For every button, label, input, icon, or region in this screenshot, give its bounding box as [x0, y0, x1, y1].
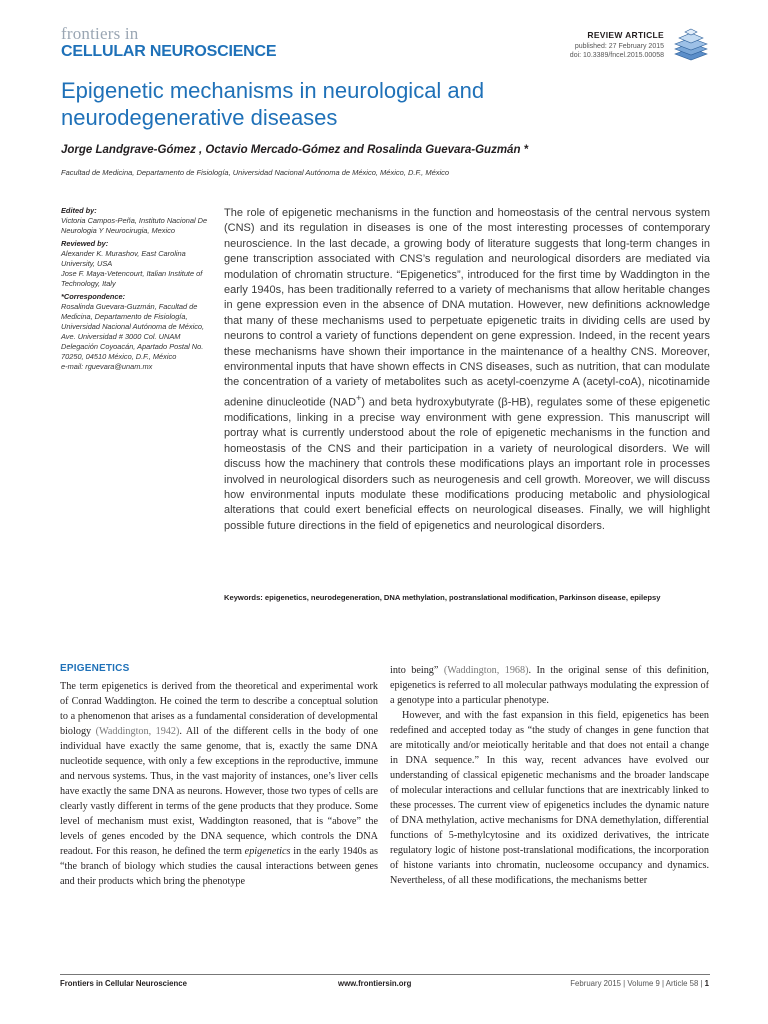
correspondence-address: Rosalinda Guevara-Guzmán, Facultad de Medicina, Departamento de Fisiología, Universidad Nacional Autónoma de México, Ave. Universidad # 3000 Col. UNAM Delegación Coyoacán, Apartado Postal No. 70250, 04510 México, D.F., México — [61, 302, 205, 361]
footer-journal-name: Frontiers in Cellular Neuroscience — [60, 979, 187, 988]
reviewed-by-label: Reviewed by: — [61, 239, 109, 248]
correspondence-email[interactable]: e-mail: rguevara@unam.mx — [61, 362, 153, 371]
body-text: . In the original sense of this definition, epigenetics is referred to all molecular pathways modulating the expression of a genotype into a particular phenotype. — [390, 665, 709, 706]
body-text: . All of the different cells in the body of one individual have exactly the same genome, that is, exactly the same DNA nucleotide sequence, with only a few exceptions in the reproductive, immune and nervous systems. Thus, in the vast majority of instances, one’s liver cells have exactly the same DNA as neurons. However, those two types of cells are clearly vastly different in terms of the gene products that they produce. Some level of mechanism must exist, Waddington reasoned, that is “above” the levels of genes encoded by the DNA sequence, which controls the DNA readout. For this reason, he defined the term — [60, 726, 378, 857]
doi-link[interactable]: doi: 10.3389/fncel.2015.00058 — [569, 52, 664, 59]
correspondence-label: *Correspondence: — [61, 292, 126, 301]
citation-link[interactable]: (Waddington, 1942) — [95, 726, 180, 737]
correspondence-block — [61, 292, 211, 372]
reviewed-by-block — [61, 239, 211, 289]
article-title: Epigenetic mechanisms in neurological and neurodegenerative diseases — [61, 78, 485, 130]
reviewer-item: Jose F. Maya-Vetencourt, Italian Institute of Technology, Italy — [61, 269, 203, 288]
keywords: Keywords: epigenetics, neurodegeneration, DNA methylation, postranslational modification, Parkinson disease, epilepsy — [224, 593, 661, 602]
body-paragraph — [390, 663, 709, 708]
stacked-layers-icon — [673, 28, 709, 62]
footer-website-link[interactable]: www.frontiersin.org — [338, 979, 412, 988]
author-affiliation: Facultad de Medicina, Departamento de Fisiología, Universidad Nacional Autónoma de México, México, D.F., México — [61, 168, 450, 177]
body-emphasis: epigenetics — [244, 846, 291, 857]
reviewer-item: Alexander K. Murashov, East Carolina University, USA — [61, 249, 186, 268]
journal-brand-top: frontiers in — [61, 24, 139, 43]
author-list: Jorge Landgrave-Gómez , Octavio Mercado-Gómez and Rosalinda Guevara-Guzmán * — [61, 144, 529, 156]
article-sidebar — [61, 206, 211, 375]
body-column-right — [390, 663, 709, 888]
published-date: published: 27 February 2015 — [574, 43, 664, 50]
body-paragraph — [60, 679, 378, 889]
body-column-left — [60, 679, 378, 889]
footer-issue-text: February 2015 | Volume 9 | Article 58 | — [570, 979, 705, 988]
article-type-label: REVIEW ARTICLE — [587, 30, 664, 40]
body-text: in the early 1940s as “the branch of biology which studies the causal interactions between genes and their products which bring the phenotype — [60, 846, 378, 887]
section-heading: EPIGENETICS — [60, 663, 130, 674]
journal-brand-name: CELLULAR NEUROSCIENCE — [61, 43, 277, 60]
abstract — [224, 206, 710, 534]
body-text: into being” — [390, 665, 444, 676]
abstract-text: ) and beta hydroxybutyrate (β-HB), regulates some of these epigenetic modifications, linking in a precise way environment with gene expression. This manuscript will portray what is currently understood about the role of epigenetic mechanisms in the function and homeostasis of the CNS and their participation in a variety of neurological disorders. We will discuss how the machinery that controls these modifications plays an important role in processes involved in neurological disorders such as neurogenesis and cell growth. Moreover, we will discuss how environmental inputs modulate these modifications producing metabolic and physiological alterations that could exert beneficial effects on neurological diseases. Finally, we will highlight possible future directions in the field of epigenetics and neurological disorders. — [224, 396, 710, 532]
edited-by-block — [61, 206, 211, 236]
footer-divider — [60, 974, 710, 975]
edited-by-label: Edited by: — [61, 206, 97, 215]
page-number: 1 — [704, 979, 709, 988]
body-text: The term epigenetics is derived from the theoretical and experimental work of Conrad Waddington. He coined the term to describe a conceptual solution to a phenomenon that arises as a fundamental consideration of developmental biology — [60, 681, 378, 737]
citation-link[interactable]: (Waddington, 1968) — [443, 665, 529, 676]
abstract-text: The role of epigenetic mechanisms in the function and homeostasis of the central nervous system (CNS) and its regulation in diseases is one of the most interesting processes of contemporary neuroscience. In the last decade, a growing body of literature suggests that long-term changes in gene transcription associated with CNS’s regulation and neurological disorders are mediated via modulation of chromatin structure. “Epigenetics”, introduced for the first time by Waddington in the early 1940s, has been traditionally referred to a variety of mechanisms that allow heritable changes in gene expression even in the absence of DNA mutation. However, new definitions acknowledge that many of these mechanisms used to perpetuate epigenetic traits in dividing cells are used by neurons to control a variety of functions dependent on gene expression. Indeed, in the recent years these mechanisms have shown their importance in the maintenance of a healthy CNS. Moreover, environmental inputs that have shown effects in CNS diseases, such as nutrition, that can modulate the concentration of a variety of metabolites such as acetyl-coenzyme A (acetyl-coA), nicotinamide adenine dinucleotide (NAD — [224, 207, 710, 409]
editor-name: Victoria Campos-Peña, Instituto Nacional De Neurologia Y Neurocirugia, Mexico — [61, 216, 208, 235]
body-paragraph: However, and with the fast expansion in this field, epigenetics has been redefined and accepted today as “the study of changes in gene function that are mitotically and/or meiotically heritable and that does not entail a change in DNA sequence.” In this way, recent advances have evolved our understanding of classical epigenetic mechanisms and the broader landscape of molecular interactions and cellular functions that are inextricably linked to these processes. The current view of epigenetics includes the dynamic nature of DNA methylation, active mechanisms for DNA demethylation, differential functions of 5-methylcytosine and its oxidized derivatives, the intricate regulatory logic of histone post-translational modifications, the incorporation of histone variants into chromatin, nucleosome occupancy and dynamics. Nevertheless, of all these modifications, the mechanisms better — [390, 710, 709, 886]
footer-issue-info — [570, 979, 709, 988]
abstract-superscript: + — [356, 392, 362, 403]
